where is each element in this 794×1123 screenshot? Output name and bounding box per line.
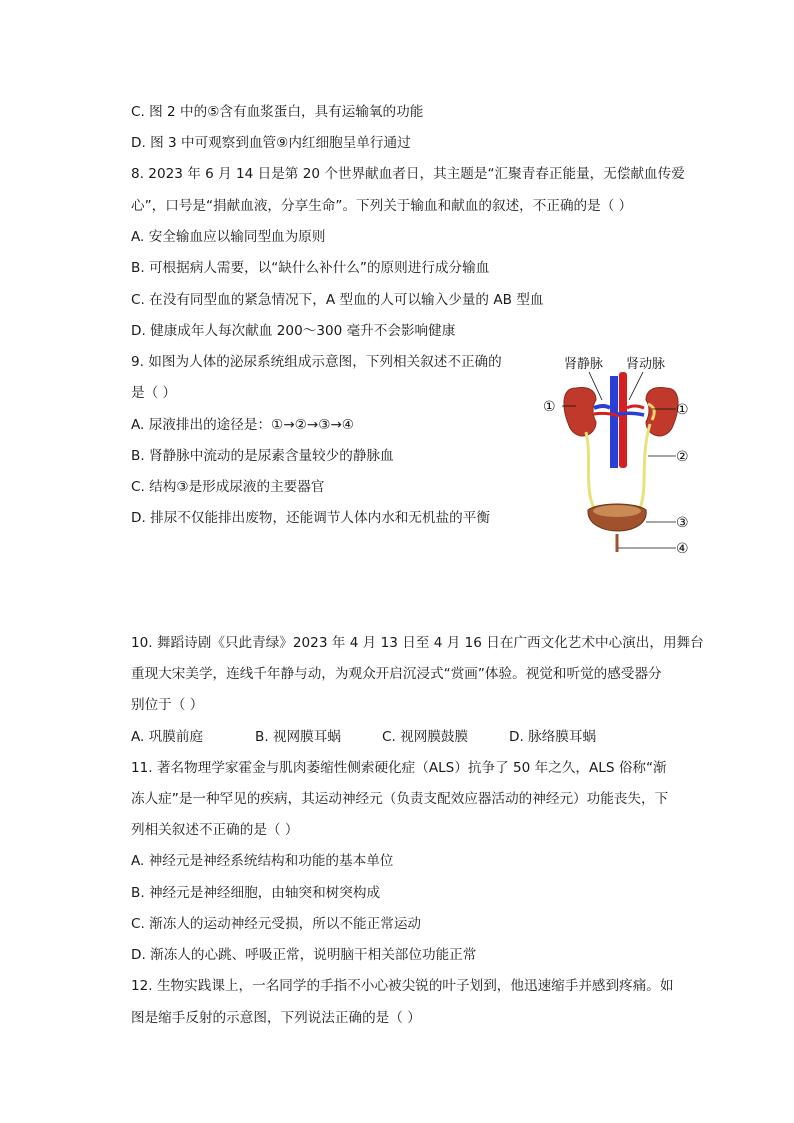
left-kidney xyxy=(564,388,596,436)
marker-1-left: ① xyxy=(543,399,556,415)
q7-option-c: C. 图 2 中的⑤含有血浆蛋白，具有运输氧的功能 xyxy=(131,104,424,120)
q8-stem-line1: 8. 2023 年 6 月 14 日是第 20 个世界献血者日，其主题是“汇聚青春正能量，无偿献血传爱 xyxy=(131,166,685,182)
q9-option-b: B. 肾静脉中流动的是尿素含量较少的静脉血 xyxy=(131,448,394,464)
q12-stem-line1: 12. 生物实践课上，一名同学的手指不小心被尖锐的叶子划到，他迅速缩手并感到疼痛。如 xyxy=(131,978,674,994)
q12-stem-line2: 图是缩手反射的示意图，下列说法正确的是（ ） xyxy=(131,1010,421,1026)
marker-3: ③ xyxy=(676,515,689,531)
q11-option-a: A. 神经元是神经系统结构和功能的基本单位 xyxy=(131,853,394,869)
artery-leader-line xyxy=(629,372,643,400)
bladder-top-highlight xyxy=(593,505,641,517)
label-renal-artery: 肾动脉 xyxy=(626,357,666,372)
q11-stem-line2: 冻人症”是一种罕见的疾病，其运动神经元（负责支配效应器活动的神经元）功能丧失，下 xyxy=(131,791,669,807)
q10-option-a: A. 巩膜前庭 xyxy=(131,729,204,745)
right-renal-vein xyxy=(618,413,644,415)
q9-stem-line2: 是（ ） xyxy=(131,385,177,401)
q10-stem-line2: 重现大宋美学，连线千年静与动，为观众开启沉浸式“赏画”体验。视觉和听觉的感受器分 xyxy=(131,666,662,682)
q11-option-c: C. 渐冻人的运动神经元受损，所以不能正常运动 xyxy=(131,916,422,932)
q11-stem-line3: 列相关叙述不正确的是（ ） xyxy=(131,822,299,838)
q10-stem-line3: 别位于（ ） xyxy=(131,697,204,713)
q9-option-a: A. 尿液排出的途径是：①→②→③→④ xyxy=(131,417,354,433)
q11-option-d: D. 渐冻人的心跳、呼吸正常，说明脑干相关部位功能正常 xyxy=(131,947,477,963)
left-renal-vein xyxy=(594,406,610,408)
q8-option-a: A. 安全输血应以输同型血为原则 xyxy=(131,229,326,245)
marker-1-right: ① xyxy=(676,402,689,418)
q9-option-c: C. 结构③是形成尿液的主要器官 xyxy=(131,479,325,495)
q8-option-b: B. 可根据病人需要，以“缺什么补什么”的原则进行成分输血 xyxy=(131,260,490,276)
right-ureter xyxy=(640,424,650,508)
urinary-system-figure xyxy=(540,348,700,563)
left-renal-artery xyxy=(594,413,619,416)
q10-stem-line1: 10. 舞蹈诗剧《只此青绿》2023 年 4 月 13 日至 4 月 16 日在广西文化艺术中心演出，用舞台 xyxy=(131,635,704,651)
left-ureter xyxy=(586,432,594,508)
aorta-shape xyxy=(619,372,627,468)
q8-option-d: D. 健康成年人每次献血 200～300 毫升不会影响健康 xyxy=(131,323,456,339)
label-renal-vein: 肾静脉 xyxy=(564,357,604,372)
marker-2: ② xyxy=(676,449,689,465)
vena-cava-shape xyxy=(610,376,618,468)
urinary-system-diagram xyxy=(540,348,700,563)
q7-option-d: D. 图 3 中可观察到血管⑨内红细胞呈单行通过 xyxy=(131,135,411,151)
q8-option-c: C. 在没有同型血的紧急情况下，A 型血的人可以输入少量的 AB 型血 xyxy=(131,292,544,308)
right-renal-artery xyxy=(627,406,644,408)
q9-stem-line1: 9. 如图为人体的泌尿系统组成示意图，下列相关叙述不正确的 xyxy=(131,354,502,370)
q10-option-b: B. 视网膜耳蜗 xyxy=(255,729,341,745)
q10-option-d: D. 脉络膜耳蜗 xyxy=(509,729,597,745)
q10-option-c: C. 视网膜鼓膜 xyxy=(382,729,469,745)
q11-stem-line1: 11. 著名物理学家霍金与肌肉萎缩性侧索硬化症（ALS）抗争了 50 年之久，ALS 俗称“渐 xyxy=(131,760,667,776)
marker-4: ④ xyxy=(676,541,689,557)
right-kidney xyxy=(646,388,678,436)
q9-option-d: D. 排尿不仅能排出废物，还能调节人体内水和无机盐的平衡 xyxy=(131,510,490,526)
q8-stem-line2: 心”，口号是“捐献血液，分享生命”。下列关于输血和献血的叙述，不正确的是（ ） xyxy=(131,198,633,214)
q11-option-b: B. 神经元是神经细胞，由轴突和树突构成 xyxy=(131,885,381,901)
